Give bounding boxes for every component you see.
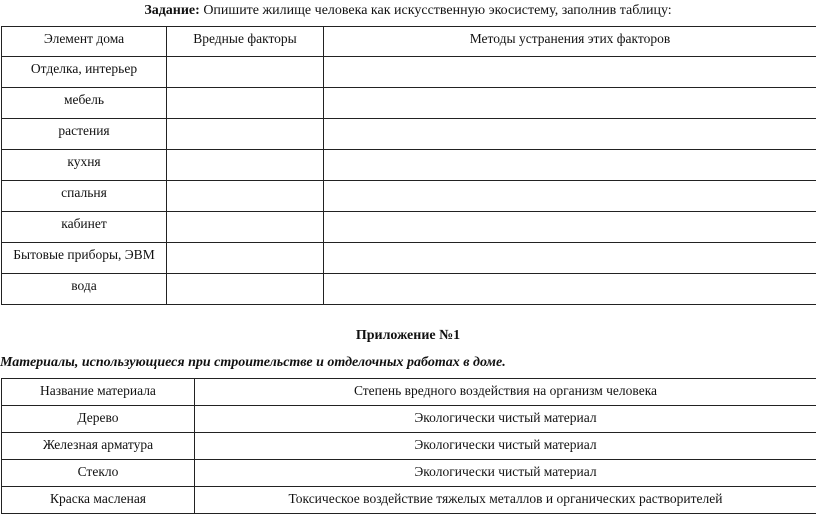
harm-degree: Экологически чистый материал bbox=[195, 460, 816, 487]
row-label: Бытовые приборы, ЭВМ bbox=[2, 243, 167, 274]
header-cell-factors: Вредные факторы bbox=[167, 27, 324, 57]
table-row bbox=[2, 212, 816, 243]
methods-cell[interactable] bbox=[324, 243, 816, 274]
factors-cell[interactable] bbox=[167, 88, 324, 119]
row-label: вода bbox=[2, 274, 167, 305]
header-cell-material: Название материала bbox=[2, 379, 195, 406]
table-row bbox=[2, 150, 816, 181]
factors-cell[interactable] bbox=[167, 181, 324, 212]
row-label: кабинет bbox=[2, 212, 167, 243]
material-name: Краска масленая bbox=[2, 487, 195, 514]
home-elements-table bbox=[1, 26, 816, 305]
harm-degree: Экологически чистый материал bbox=[195, 433, 816, 460]
methods-cell[interactable] bbox=[324, 57, 816, 88]
material-name: Стекло bbox=[2, 460, 195, 487]
methods-cell[interactable] bbox=[324, 181, 816, 212]
harm-degree: Экологически чистый материал bbox=[195, 406, 816, 433]
row-label: Отделка, интерьер bbox=[2, 57, 167, 88]
row-label: спальня bbox=[2, 181, 167, 212]
table-row bbox=[2, 460, 816, 487]
methods-cell[interactable] bbox=[324, 274, 816, 305]
table-header-row bbox=[2, 379, 816, 406]
header-cell-element: Элемент дома bbox=[2, 27, 167, 57]
table-row bbox=[2, 487, 816, 514]
table-row bbox=[2, 181, 816, 212]
methods-cell[interactable] bbox=[324, 119, 816, 150]
factors-cell[interactable] bbox=[167, 150, 324, 181]
table-row bbox=[2, 119, 816, 150]
factors-cell[interactable] bbox=[167, 57, 324, 88]
table-row bbox=[2, 243, 816, 274]
table-row bbox=[2, 274, 816, 305]
harm-degree: Токсическое воздействие тяжелых металлов и органических растворителей bbox=[195, 487, 816, 514]
task-statement bbox=[0, 2, 816, 20]
methods-cell[interactable] bbox=[324, 150, 816, 181]
appendix-subtitle: Материалы, использующиеся при строительстве и отделочных работах в доме. bbox=[0, 355, 506, 370]
factors-cell[interactable] bbox=[167, 274, 324, 305]
table-row bbox=[2, 433, 816, 460]
row-label: мебель bbox=[2, 88, 167, 119]
table-header-row bbox=[2, 27, 816, 57]
materials-table bbox=[1, 378, 816, 514]
factors-cell[interactable] bbox=[167, 212, 324, 243]
factors-cell[interactable] bbox=[167, 243, 324, 274]
task-label: Задание: bbox=[144, 3, 200, 18]
header-cell-harm: Степень вредного воздействия на организм человека bbox=[195, 379, 816, 406]
factors-cell[interactable] bbox=[167, 119, 324, 150]
row-label: растения bbox=[2, 119, 167, 150]
material-name: Железная арматура bbox=[2, 433, 195, 460]
methods-cell[interactable] bbox=[324, 212, 816, 243]
methods-cell[interactable] bbox=[324, 88, 816, 119]
table-row bbox=[2, 88, 816, 119]
header-cell-methods: Методы устранения этих факторов bbox=[324, 27, 816, 57]
task-text: Опишите жилище человека как искусственную экосистему, заполнив таблицу: bbox=[199, 3, 672, 18]
material-name: Дерево bbox=[2, 406, 195, 433]
table-row bbox=[2, 406, 816, 433]
row-label: кухня bbox=[2, 150, 167, 181]
table-row bbox=[2, 57, 816, 88]
appendix-title: Приложение №1 bbox=[355, 328, 461, 343]
